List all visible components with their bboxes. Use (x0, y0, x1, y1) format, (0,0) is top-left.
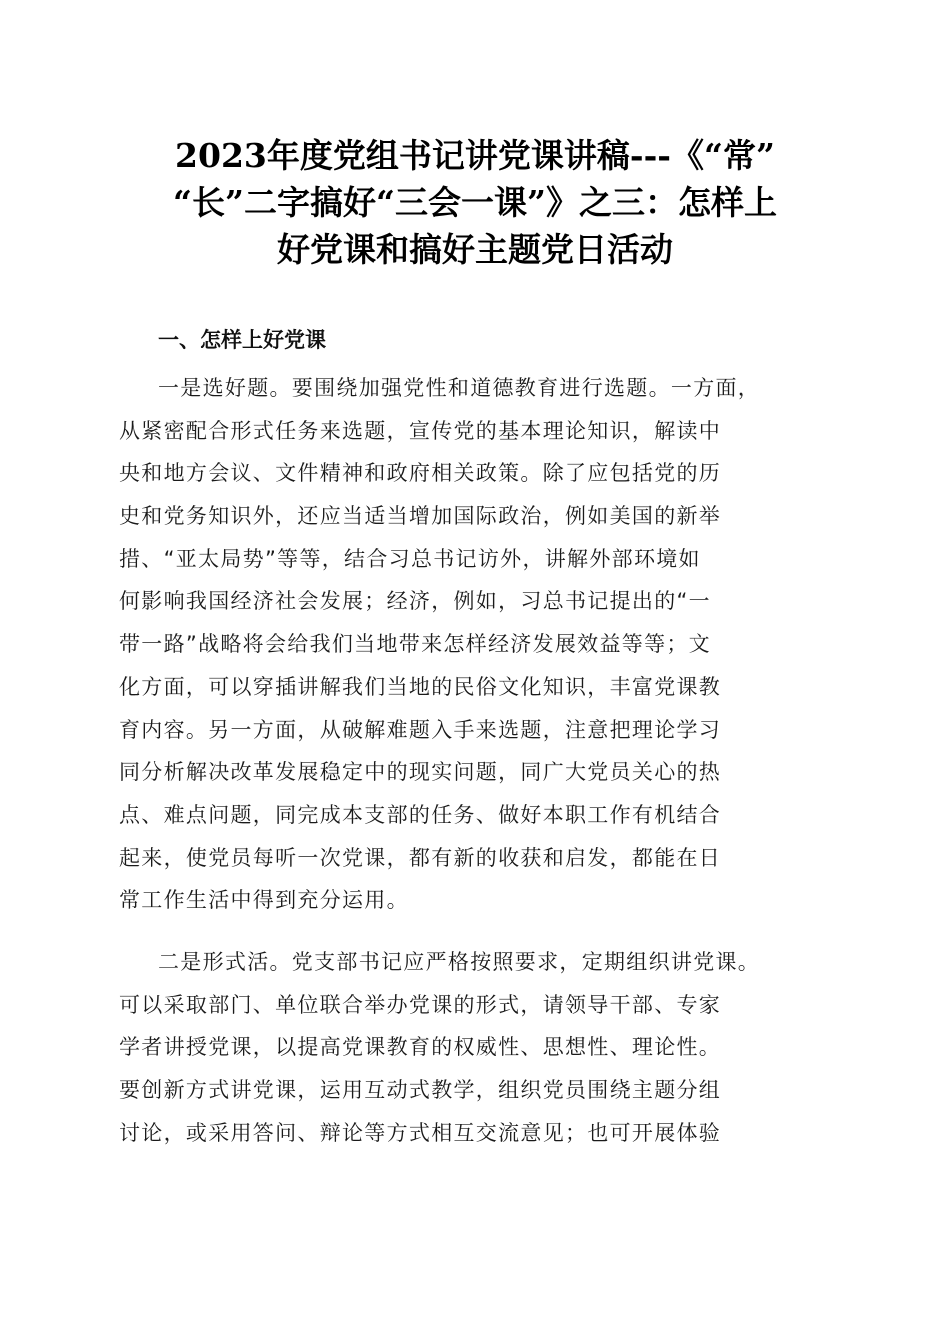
paragraph-line: 从紧密配合形式任务来选题，宣传党的基本理论知识，解读中 (119, 418, 722, 443)
paragraph-2 (119, 941, 831, 1154)
paragraph-1 (119, 367, 831, 922)
paragraph-line: 讨论，或采用答问、辩论等方式相互交流意见；也可开展体验 (119, 1120, 722, 1145)
paragraph-line: 二是形式活。党支部书记应严格按照要求，定期组织讲党课。 (158, 950, 761, 974)
paragraph-line: 育内容。另一方面，从破解难题入手来选题，注意把理论学习 (119, 717, 722, 742)
paragraph-line: 学者讲授党课，以提高党课教育的权威性、思想性、理论性。 (119, 1035, 722, 1060)
section-heading: 一、怎样上好党课 (158, 328, 326, 352)
title-line-3: 好党课和搞好主题党日活动 (277, 230, 673, 269)
paragraph-line: 常工作生活中得到充分运用。 (119, 888, 409, 913)
paragraph-line: 同分析解决改革发展稳定中的现实问题，同广大党员关心的热 (119, 760, 722, 785)
title-line-1: 2023年度党组书记讲党课讲稿---《“常” (175, 136, 775, 175)
paragraph-line: 化方面，可以穿插讲解我们当地的民俗文化知识，丰富党课教 (119, 674, 722, 699)
document-title (110, 132, 840, 273)
paragraph-line: 何影响我国经济社会发展；经济，例如，习总书记提出的“一 (119, 589, 711, 614)
paragraph-line: 措、“亚太局势”等等，结合习总书记访外，讲解外部环境如 (119, 546, 701, 571)
paragraph-line: 点、难点问题，同完成本支部的任务、做好本职工作有机结合 (119, 802, 722, 827)
paragraph-line: 史和党务知识外，还应当适当增加国际政治，例如美国的新举 (119, 504, 722, 529)
paragraph-line: 一是选好题。要围绕加强党性和道德教育进行选题。一方面， (158, 376, 761, 400)
paragraph-line: 央和地方会议、文件精神和政府相关政策。除了应包括党的历 (119, 461, 722, 486)
paragraph-line: 可以采取部门、单位联合举办党课的形式，请领导干部、专家 (119, 992, 722, 1017)
paragraph-line: 要创新方式讲党课，运用互动式教学，组织党员围绕主题分组 (119, 1078, 722, 1103)
paragraph-line: 起来，使党员每听一次党课，都有新的收获和启发，都能在日 (119, 845, 722, 870)
paragraph-line: 带一路”战略将会给我们当地带来怎样经济发展效益等等；文 (119, 632, 711, 657)
title-line-2: “长”二字搞好“三会一课”》之三：怎样上 (173, 183, 777, 222)
